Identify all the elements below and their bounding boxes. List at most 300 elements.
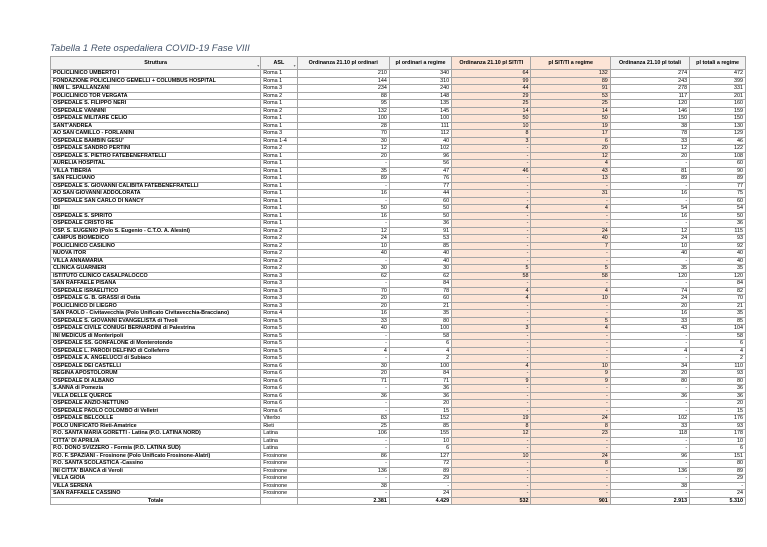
cell-totali-regime: 82 (690, 287, 746, 295)
col-header-totali-regime[interactable]: pl totali a regime (690, 57, 746, 70)
table-row (51, 212, 746, 220)
cell-ord-ordinari: 12 (297, 145, 389, 153)
cell-totali-regime: 40 (690, 250, 746, 258)
cell-struttura: FONDAZIONE POLICLINICO GEMELLI + COLUMBUS HOSPITAL (51, 77, 261, 85)
cell-ord-totali: - (610, 160, 689, 168)
cell-sit-ti-regime: 50 (531, 115, 610, 123)
cell-ord-ordinari: 234 (297, 85, 389, 93)
table-caption: Tabella 1 Rete ospedaliera COVID-19 Fase VIII (50, 43, 250, 54)
cell-totali-regime: 399 (690, 77, 746, 85)
table-row (51, 152, 746, 160)
table-row (51, 482, 746, 490)
cell-ord-sit-ti: - (452, 197, 531, 205)
table-row (51, 445, 746, 453)
cell-sit-ti-regime: 7 (531, 242, 610, 250)
cell-struttura: POLICLINICO TOR VERGATA (51, 92, 261, 100)
cell-ordinari-regime: 53 (389, 235, 451, 243)
cell-ord-ordinari: 20 (297, 302, 389, 310)
cell-ord-sit-ti: 10 (452, 122, 531, 130)
cell-totali-regime: 75 (690, 190, 746, 198)
col-header-struttura[interactable]: Struttura ▾ (51, 57, 261, 70)
cell-ord-ordinari: 16 (297, 212, 389, 220)
cell-struttura: AURELIA HOSPITAL (51, 160, 261, 168)
table-row (51, 167, 746, 175)
cell-sit-ti-regime: - (531, 475, 610, 483)
cell-ord-totali: 89 (610, 175, 689, 183)
cell-struttura: OSPEDALE VANNINI (51, 107, 261, 115)
cell-asl: Roma 1-4 (261, 137, 297, 145)
cell-ord-totali: 38 (610, 122, 689, 130)
cell-totali-regime: 20 (690, 400, 746, 408)
cell-ord-sit-ti: 3 (452, 325, 531, 333)
cell-asl: Roma 2 (261, 250, 297, 258)
cell-ordinari-regime: 340 (389, 70, 451, 78)
cell-totali-regime: 50 (690, 212, 746, 220)
cell-ord-ordinari: 30 (297, 137, 389, 145)
cell-ord-sit-ti: - (452, 467, 531, 475)
cell-ord-sit-ti: - (452, 400, 531, 408)
cell-ord-ordinari: 10 (297, 242, 389, 250)
cell-ord-sit-ti: - (452, 242, 531, 250)
table-row (51, 242, 746, 250)
cell-struttura: OSPEDALE ISRAELITICO (51, 287, 261, 295)
cell-asl: Roma 5 (261, 347, 297, 355)
cell-totali-regime: 130 (690, 122, 746, 130)
cell-struttura: P.O. SANTA MARIA GORETTI - Latina (P.O. LATINA NORD) (51, 430, 261, 438)
cell-ord-ordinari: 83 (297, 415, 389, 423)
cell-sit-ti-regime: 4 (531, 287, 610, 295)
cell-asl: Roma 3 (261, 85, 297, 93)
cell-ord-totali: - (610, 355, 689, 363)
cell-sit-ti-regime: - (531, 182, 610, 190)
table-row (51, 460, 746, 468)
cell-ordinari-regime: 100 (389, 325, 451, 333)
cell-ord-totali: 40 (610, 250, 689, 258)
cell-asl: Roma 6 (261, 362, 297, 370)
cell-ord-totali: 80 (610, 377, 689, 385)
cell-asl: Roma 6 (261, 407, 297, 415)
table-row (51, 190, 746, 198)
cell-ord-sit-ti: - (452, 235, 531, 243)
cell-totali-regime: 129 (690, 130, 746, 138)
cell-ord-totali: 78 (610, 130, 689, 138)
cell-totali-regime: 36 (690, 220, 746, 228)
cell-ord-totali: 54 (610, 205, 689, 213)
cell-ordinari-regime: 40 (389, 257, 451, 265)
cell-ord-ordinari: - (297, 332, 389, 340)
cell-ord-ordinari: - (297, 182, 389, 190)
cell-asl: Roma 6 (261, 377, 297, 385)
cell-sit-ti-regime: - (531, 355, 610, 363)
cell-sit-ti-regime: 24 (531, 452, 610, 460)
cell-asl: Latina (261, 437, 297, 445)
cell-sit-ti-regime: - (531, 332, 610, 340)
cell-sit-ti-regime: 10 (531, 295, 610, 303)
cell-struttura: OSPEDALE S. GIOVANNI CALIBITA FATEBENEFRATELLI (51, 182, 261, 190)
cell-ord-sit-ti: - (452, 475, 531, 483)
cell-ord-ordinari: 70 (297, 287, 389, 295)
cell-ord-sit-ti: - (452, 145, 531, 153)
cell-ordinari-regime: 60 (389, 295, 451, 303)
table-row (51, 392, 746, 400)
cell-sit-ti-regime: 132 (531, 70, 610, 78)
cell-ordinari-regime: 40 (389, 137, 451, 145)
cell-totali-regime: 29 (690, 475, 746, 483)
cell-totali-regime: 36 (690, 392, 746, 400)
cell-struttura: INI MEDICUS di Monteripoli (51, 332, 261, 340)
cell-ordinari-regime: 80 (389, 317, 451, 325)
cell-ord-totali: 74 (610, 287, 689, 295)
cell-ord-sit-ti: - (452, 190, 531, 198)
cell-ord-totali: - (610, 197, 689, 205)
table-row (51, 175, 746, 183)
cell-ord-sit-ti: 44 (452, 85, 531, 93)
cell-ordinari-regime: 4 (389, 347, 451, 355)
table-row (51, 100, 746, 108)
cell-struttura: POLO UNIFICATO Rieti-Amatrice (51, 422, 261, 430)
cell-sit-ti-regime: - (531, 340, 610, 348)
col-header-asl[interactable]: ASL ▾ (261, 57, 297, 70)
cell-totali-regime: 472 (690, 70, 746, 78)
cell-ordinari-regime: 58 (389, 332, 451, 340)
col-header-ord-sit-ti[interactable]: Ordinanza 21.10 pl SIT/TI (452, 57, 531, 70)
cell-asl: Roma 2 (261, 92, 297, 100)
cell-sit-ti-regime: - (531, 280, 610, 288)
cell-ord-totali: - (610, 475, 689, 483)
cell-sit-ti-regime: - (531, 257, 610, 265)
table-row (51, 160, 746, 168)
cell-ord-sit-ti: 10 (452, 452, 531, 460)
cell-ord-totali: 20 (610, 370, 689, 378)
cell-asl: Frosinone (261, 460, 297, 468)
cell-ord-ordinari: 100 (297, 115, 389, 123)
cell-ord-sit-ti: 19 (452, 415, 531, 423)
cell-totali-regime: 115 (690, 227, 746, 235)
cell-struttura: OSPEDALE BELCOLLE (51, 415, 261, 423)
cell-ord-sit-ti: - (452, 490, 531, 498)
cell-ord-sit-ti: - (452, 355, 531, 363)
cell-asl: Roma 1 (261, 212, 297, 220)
table-row (51, 272, 746, 280)
cell-totali-regime: 35 (690, 265, 746, 273)
cell-ord-sit-ti: 4 (452, 295, 531, 303)
cell-ord-ordinari: 210 (297, 70, 389, 78)
cell-totali-regime: - (690, 482, 746, 490)
cell-ord-totali: 33 (610, 422, 689, 430)
cell-asl: Roma 1 (261, 205, 297, 213)
cell-struttura: AO SAN GIOVANNI ADDOLORATA (51, 190, 261, 198)
cell-ord-ordinari: 16 (297, 310, 389, 318)
cell-totali-regime: 4 (690, 347, 746, 355)
cell-totali-regime: 89 (690, 175, 746, 183)
cell-asl: Frosinone (261, 490, 297, 498)
cell-sit-ti-regime: 19 (531, 122, 610, 130)
cell-struttura: OSPEDALE L. PARODI DELFINO di Colleferro (51, 347, 261, 355)
cell-ordinari-regime: 135 (389, 100, 451, 108)
cell-ordinari-regime: 30 (389, 265, 451, 273)
cell-sit-ti-regime: 9 (531, 370, 610, 378)
cell-struttura: P.O. F. SPAZIANI - Frosinone (Polo Unificato Frosinone-Alatri) (51, 452, 261, 460)
cell-asl: Roma 4 (261, 310, 297, 318)
cell-struttura: IDI (51, 205, 261, 213)
cell-ordinari-regime: 50 (389, 212, 451, 220)
cell-sit-ti-regime: - (531, 250, 610, 258)
cell-struttura: OSPEDALE SANDRO PERTINI (51, 145, 261, 153)
cell-sit-ti-regime: 58 (531, 272, 610, 280)
cell-totali-regime: 15 (690, 407, 746, 415)
cell-ord-totali: - (610, 280, 689, 288)
total-row (51, 497, 746, 505)
cell-sit-ti-regime: - (531, 437, 610, 445)
cell-ord-ordinari: - (297, 197, 389, 205)
cell-sit-ti-regime: 14 (531, 107, 610, 115)
total-label: Totale (51, 497, 261, 505)
table-row (51, 452, 746, 460)
cell-ord-sit-ti: 8 (452, 422, 531, 430)
cell-ord-totali: - (610, 437, 689, 445)
cell-struttura: NUOVA ITOR (51, 250, 261, 258)
cell-ord-ordinari: 95 (297, 100, 389, 108)
cell-struttura: VILLA DELLE QUERCE (51, 392, 261, 400)
cell-sit-ti-regime: 10 (531, 362, 610, 370)
cell-ord-ordinari: 88 (297, 92, 389, 100)
cell-struttura: CITTA' DI APRILIA (51, 437, 261, 445)
cell-ord-sit-ti: - (452, 250, 531, 258)
cell-ord-ordinari: 28 (297, 122, 389, 130)
cell-struttura: VILLA SERENA (51, 482, 261, 490)
cell-sit-ti-regime: - (531, 392, 610, 400)
cell-struttura: S.ANNA di Pomezia (51, 385, 261, 393)
col-header-ord-ordinari[interactable]: Ordinanza 21.10 pl ordinari (297, 57, 389, 70)
cell-ord-sit-ti: - (452, 175, 531, 183)
cell-ord-sit-ti: 25 (452, 100, 531, 108)
cell-sit-ti-regime: 4 (531, 205, 610, 213)
table-row (51, 370, 746, 378)
cell-ord-sit-ti: 4 (452, 205, 531, 213)
cell-ord-totali: 16 (610, 310, 689, 318)
cell-ord-totali: - (610, 340, 689, 348)
cell-ord-ordinari: 30 (297, 265, 389, 273)
filter-dropdown-icon[interactable]: ▾ (293, 63, 296, 68)
cell-totali-regime: 178 (690, 430, 746, 438)
cell-ordinari-regime: 60 (389, 197, 451, 205)
cell-sit-ti-regime: 9 (531, 377, 610, 385)
cell-ordinari-regime: 91 (389, 227, 451, 235)
cell-ordinari-regime: 155 (389, 430, 451, 438)
table-row (51, 257, 746, 265)
cell-ord-sit-ti: 99 (452, 77, 531, 85)
cell-totali-regime: 6 (690, 340, 746, 348)
cell-ord-sit-ti: - (452, 437, 531, 445)
cell-sit-ti-regime: 8 (531, 460, 610, 468)
cell-struttura: SAN FELICIANO (51, 175, 261, 183)
table-row (51, 437, 746, 445)
cell-asl: Roma 3 (261, 302, 297, 310)
cell-asl: Roma 2 (261, 145, 297, 153)
cell-ordinari-regime: 77 (389, 182, 451, 190)
cell-ord-sit-ti: - (452, 482, 531, 490)
cell-totali-regime: 159 (690, 107, 746, 115)
cell-ordinari-regime: 111 (389, 122, 451, 130)
cell-asl: Roma 1 (261, 175, 297, 183)
cell-sit-ti-regime: 25 (531, 100, 610, 108)
cell-ord-sit-ti: - (452, 332, 531, 340)
cell-ordinari-regime: 56 (389, 160, 451, 168)
cell-ordinari-regime: 24 (389, 490, 451, 498)
cell-ord-totali: 38 (610, 482, 689, 490)
cell-ord-ordinari: 33 (297, 317, 389, 325)
cell-ord-totali: 20 (610, 152, 689, 160)
cell-ord-ordinari: 12 (297, 227, 389, 235)
cell-asl: Viterbo (261, 415, 297, 423)
cell-struttura: POLICLINICO CASILINO (51, 242, 261, 250)
cell-ord-ordinari: 4 (297, 347, 389, 355)
cell-ord-ordinari: - (297, 445, 389, 453)
table-row (51, 205, 746, 213)
col-header-ordinari-regime[interactable]: pl ordinari a regime (389, 57, 451, 70)
cell-ordinari-regime: - (389, 482, 451, 490)
cell-struttura: OSPEDALE PAOLO COLOMBO di Velletri (51, 407, 261, 415)
cell-struttura: SAN RAFFAELE CASSINO (51, 490, 261, 498)
cell-ord-totali: 118 (610, 430, 689, 438)
cell-totali-regime: 151 (690, 452, 746, 460)
table-row (51, 407, 746, 415)
cell-ordinari-regime: 40 (389, 250, 451, 258)
table-row (51, 85, 746, 93)
cell-asl: Roma 1 (261, 100, 297, 108)
cell-ord-totali: - (610, 407, 689, 415)
cell-ord-totali: 146 (610, 107, 689, 115)
cell-struttura: OSPEDALE BAMBIN GESU' (51, 137, 261, 145)
cell-asl: Roma 6 (261, 392, 297, 400)
table-row (51, 355, 746, 363)
col-header-ord-totali[interactable]: Ordinanza 21.10 pl totali (610, 57, 689, 70)
cell-ordinari-regime: 6 (389, 445, 451, 453)
total-cell (261, 497, 297, 505)
cell-totali-regime: 176 (690, 415, 746, 423)
cell-sit-ti-regime: - (531, 407, 610, 415)
cell-asl: Roma 1 (261, 190, 297, 198)
cell-struttura: OSPEDALE DI ALBANO (51, 377, 261, 385)
cell-ord-sit-ti: - (452, 407, 531, 415)
cell-totali-regime: 80 (690, 377, 746, 385)
cell-totali-regime: 150 (690, 115, 746, 123)
table-row (51, 400, 746, 408)
cell-ord-ordinari: 136 (297, 467, 389, 475)
table-row (51, 325, 746, 333)
cell-ord-totali: 10 (610, 242, 689, 250)
cell-ord-totali: 24 (610, 235, 689, 243)
cell-ord-ordinari: - (297, 385, 389, 393)
cell-ord-ordinari: 36 (297, 392, 389, 400)
cell-asl: Roma 3 (261, 272, 297, 280)
cell-sit-ti-regime: 40 (531, 235, 610, 243)
cell-struttura: OSPEDALE MILITARE CELIO (51, 115, 261, 123)
cell-ord-ordinari: 24 (297, 235, 389, 243)
cell-sit-ti-regime: 20 (531, 145, 610, 153)
table-row (51, 92, 746, 100)
cell-ord-totali: 43 (610, 325, 689, 333)
cell-struttura: SAN RAFFAELE PISANA (51, 280, 261, 288)
cell-totali-regime: 122 (690, 145, 746, 153)
cell-asl: Roma 1 (261, 167, 297, 175)
col-header-sit-ti-regime[interactable]: pl SIT/TI a regime (531, 57, 610, 70)
table-row (51, 332, 746, 340)
cell-ord-totali: 243 (610, 77, 689, 85)
table-row (51, 137, 746, 145)
cell-ordinari-regime: 100 (389, 362, 451, 370)
cell-ordinari-regime: 72 (389, 460, 451, 468)
cell-ord-sit-ti: - (452, 220, 531, 228)
cell-ord-ordinari: - (297, 475, 389, 483)
cell-ordinari-regime: 35 (389, 310, 451, 318)
table-row (51, 70, 746, 78)
cell-ord-ordinari: - (297, 460, 389, 468)
cell-ord-sit-ti: - (452, 392, 531, 400)
table-row (51, 280, 746, 288)
cell-ord-sit-ti: - (452, 212, 531, 220)
cell-ord-totali: 120 (610, 100, 689, 108)
cell-struttura: ISTITUTO CLINICO CASALPALOCCO (51, 272, 261, 280)
cell-asl: Roma 3 (261, 130, 297, 138)
cell-ord-ordinari: - (297, 407, 389, 415)
table-row (51, 490, 746, 498)
cell-totali-regime: 120 (690, 272, 746, 280)
cell-struttura: OSPEDALE S. SPIRITO (51, 212, 261, 220)
cell-ordinari-regime: 36 (389, 220, 451, 228)
cell-totali-regime: 80 (690, 460, 746, 468)
table-row (51, 295, 746, 303)
cell-ord-totali: 35 (610, 265, 689, 273)
cell-ord-totali: 24 (610, 295, 689, 303)
cell-struttura: VILLA GIOIA (51, 475, 261, 483)
table-row (51, 227, 746, 235)
cell-totali-regime: 36 (690, 385, 746, 393)
cell-struttura: P.O. DONO SVIZZERO - Formia (P.O. LATINA SUD) (51, 445, 261, 453)
cell-ordinari-regime: 36 (389, 392, 451, 400)
cell-ord-ordinari: - (297, 257, 389, 265)
cell-ord-totali: 81 (610, 167, 689, 175)
cell-totali-regime: 160 (690, 100, 746, 108)
table-row (51, 220, 746, 228)
cell-ord-sit-ti: 3 (452, 137, 531, 145)
cell-struttura: REGINA APOSTOLORUM (51, 370, 261, 378)
cell-asl: Roma 2 (261, 265, 297, 273)
filter-dropdown-icon[interactable]: ▾ (257, 63, 260, 68)
cell-totali-regime: 110 (690, 362, 746, 370)
cell-ord-sit-ti: 64 (452, 70, 531, 78)
cell-sit-ti-regime: 8 (531, 422, 610, 430)
cell-ord-ordinari: 30 (297, 362, 389, 370)
cell-struttura: INI CITTA' BIANCA di Veroli (51, 467, 261, 475)
table-row (51, 302, 746, 310)
cell-sit-ti-regime: - (531, 400, 610, 408)
cell-ord-totali: 34 (610, 362, 689, 370)
cell-ord-totali: 117 (610, 92, 689, 100)
table-row (51, 385, 746, 393)
table-row (51, 317, 746, 325)
table-row (51, 377, 746, 385)
cell-sit-ti-regime: - (531, 347, 610, 355)
cell-ord-totali: 12 (610, 227, 689, 235)
cell-totali-regime: 46 (690, 137, 746, 145)
cell-asl: Roma 6 (261, 370, 297, 378)
table-row (51, 182, 746, 190)
cell-ord-sit-ti: - (452, 257, 531, 265)
cell-ord-sit-ti: 58 (452, 272, 531, 280)
cell-asl: Roma 2 (261, 235, 297, 243)
cell-sit-ti-regime: 5 (531, 317, 610, 325)
